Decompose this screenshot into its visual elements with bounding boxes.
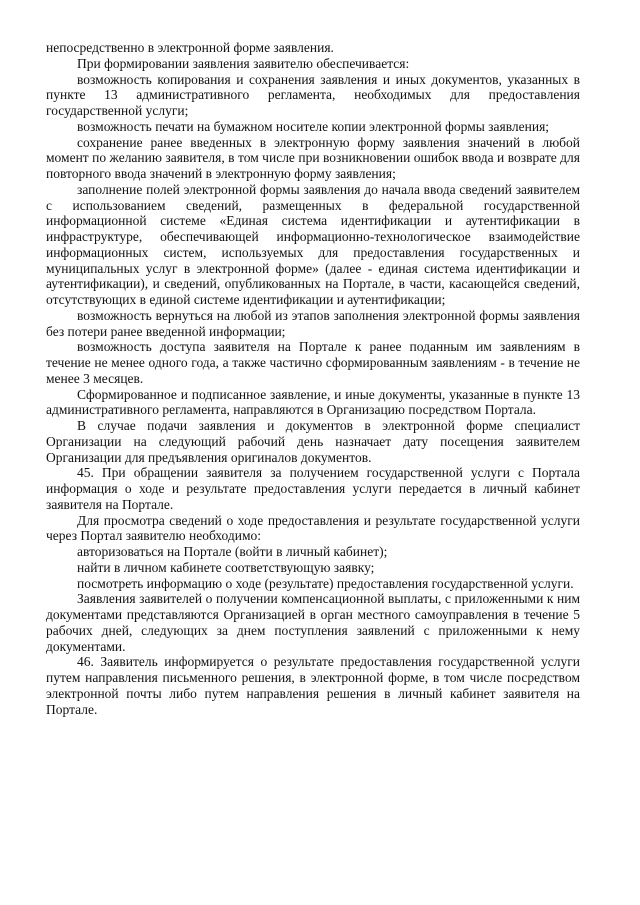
- document-page: [46, 40, 580, 717]
- paragraph-section-45: 45. При обращении заявителя за получением государственной услуги с Портала информация о ходе и результате предоставления услуги передается в личный кабинет заявителя на Портале.: [46, 465, 580, 512]
- paragraph-access-history: возможность доступа заявителя на Портале к ранее поданным им заявлениям в течение не менее одного года, а также частично сформированным заявлениям - в течение не менее 3 месяцев.: [46, 339, 580, 386]
- paragraph-authorize: авторизоваться на Портале (войти в личный кабинет);: [77, 544, 388, 559]
- paragraph-find-request: найти в личном кабинете соответствующую заявку;: [77, 559, 375, 575]
- paragraph-submission: Сформированное и подписанное заявление, и иные документы, указанные в пункте 13 административного регламента, направляются в Организацию посредством Портала.: [46, 386, 580, 418]
- paragraph-view-status: Для просмотра сведений о ходе предоставления и результате государственной услуги через Портал заявителю необходимо:: [46, 512, 580, 544]
- paragraph-view-info: посмотреть информацию о ходе (результате) предоставления государственной услуги.: [77, 575, 574, 591]
- paragraph-autofill: заполнение полей электронной формы заявления до начала ввода сведений заявителем с использованием сведений, размещенных в федеральной государственной информационной системе «Единая система идентификации и аутентификации в инфраструктуре, обеспечивающей информационно-технологическое взаимодействие информационных систем, используемых для предоставления государственных и муниципальных услуг в электронной форме» (далее - единая система идентификации и аутентификации), и сведений, опубликованных на Портале, в части, касающейся сведений, отсутствующих в единой системе идентификации и аутентификации;: [46, 181, 580, 307]
- paragraph-section-46: 46. Заявитель информируется о результате предоставления государственной услуги путем направления письменного решения, в электронной форме, в том числе посредством электронной почты либо путем направления решения в личный кабинет заявителя на Портале.: [46, 654, 580, 717]
- paragraph-originals: В случае подачи заявления и документов в электронной форме специалист Организации на следующий рабочий день назначает дату посещения заявителем Организации для предъявления оригиналов документов.: [46, 418, 580, 465]
- paragraph-copy-save: возможность копирования и сохранения заявления и иных документов, указанных в пункте 13 административного регламента, необходимых для предоставления государственной услуги;: [46, 71, 580, 118]
- paragraph-continuation: непосредственно в электронной форме заявления.: [46, 40, 334, 55]
- paragraph-return-step: возможность вернуться на любой из этапов заполнения электронной формы заявления без потери ранее введенной информации;: [46, 307, 580, 339]
- paragraph-save-values: сохранение ранее введенных в электронную форму заявления значений в любой момент по желанию заявителя, в том числе при возникновении ошибок ввода и возврате для повторного ввода значений в электронную форму заявления;: [46, 134, 580, 181]
- paragraph-compensation: Заявления заявителей о получении компенсационной выплаты, с приложенными к ним документами представляются Организацией в орган местного самоуправления в течение 5 рабочих дней, следующих за днем поступления заявлений с приложенными к нему документами.: [46, 591, 580, 654]
- paragraph-formation-intro: При формировании заявления заявителю обеспечивается:: [77, 55, 410, 71]
- paragraph-print: возможность печати на бумажном носителе копии электронной формы заявления;: [77, 118, 550, 134]
